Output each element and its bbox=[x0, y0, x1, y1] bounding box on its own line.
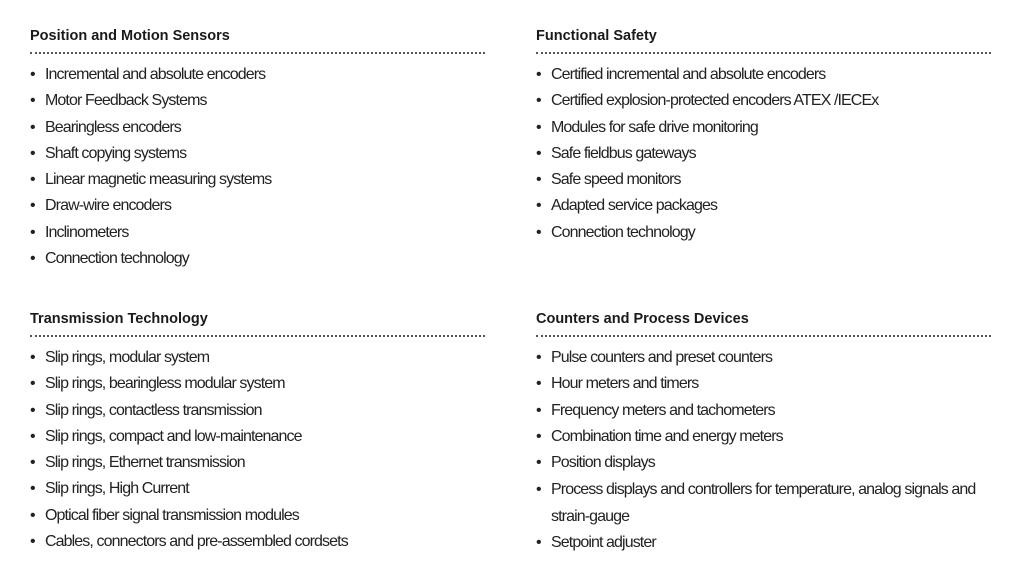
list-item-label: Slip rings, modular system bbox=[45, 349, 210, 366]
bullet-icon: • bbox=[30, 427, 36, 445]
bullet-icon: • bbox=[30, 223, 36, 241]
section-title: Position and Motion Sensors bbox=[30, 28, 230, 44]
bullet-icon: • bbox=[536, 118, 542, 136]
list-item-label: Setpoint adjuster bbox=[551, 534, 656, 552]
list-item bbox=[30, 167, 490, 193]
item-list bbox=[536, 62, 996, 246]
list-item bbox=[30, 62, 490, 88]
list-item-label: Slip rings, compact and low-maintenance bbox=[45, 427, 302, 445]
list-item bbox=[30, 193, 490, 219]
list-item-label: Slip rings, contactless transmission bbox=[45, 401, 262, 419]
list-item-label: Bearingless encoders bbox=[45, 118, 181, 136]
list-item-label: Certified explosion-protected encoders ATEX /IECEx bbox=[551, 92, 879, 110]
list-item-label: Cables, connectors and pre-assembled cordsets bbox=[45, 533, 348, 551]
bullet-icon: • bbox=[30, 533, 36, 551]
list-item-label: Shaft copying systems bbox=[45, 144, 187, 162]
list-item-label: Slip rings, Ethernet transmission bbox=[45, 454, 245, 472]
list-item bbox=[536, 371, 996, 397]
section-counters-process-devices bbox=[536, 309, 996, 557]
bullet-icon: • bbox=[30, 454, 36, 472]
list-item bbox=[536, 476, 981, 530]
list-item-label: Optical fiber signal transmission modules bbox=[45, 506, 299, 524]
bullet-icon: • bbox=[30, 144, 36, 162]
list-item bbox=[30, 476, 490, 502]
list-item bbox=[536, 220, 996, 246]
list-item-label: Position displays bbox=[551, 454, 655, 472]
list-item bbox=[30, 424, 490, 450]
list-item-label: Pulse counters and preset counters bbox=[551, 349, 773, 366]
list-item bbox=[536, 450, 996, 476]
list-item-label: Adapted service packages bbox=[551, 197, 718, 215]
section-title: Counters and Process Devices bbox=[536, 311, 749, 327]
list-item-label: Slip rings, bearingless modular system bbox=[45, 375, 285, 393]
list-item bbox=[536, 424, 996, 450]
bullet-icon: • bbox=[536, 171, 542, 189]
item-list bbox=[30, 345, 490, 555]
dotted-divider bbox=[536, 335, 991, 337]
list-item-label: Connection technology bbox=[45, 250, 189, 268]
list-item-label: Hour meters and timers bbox=[551, 375, 699, 393]
bullet-icon: • bbox=[30, 250, 36, 268]
bullet-icon: • bbox=[30, 197, 36, 215]
list-item bbox=[536, 88, 996, 114]
list-item-label: Combination time and energy meters bbox=[551, 427, 783, 445]
section-position-motion-sensors bbox=[30, 26, 490, 272]
list-item bbox=[30, 371, 490, 397]
section-transmission-technology bbox=[30, 309, 490, 555]
list-item-label: Certified incremental and absolute encoders bbox=[551, 66, 826, 83]
bullet-icon: • bbox=[30, 506, 36, 524]
list-item-label: Safe speed monitors bbox=[551, 171, 681, 189]
list-item bbox=[30, 220, 490, 246]
list-item bbox=[536, 167, 996, 193]
bullet-icon: • bbox=[536, 144, 542, 162]
list-item-label: Slip rings, High Current bbox=[45, 480, 189, 498]
bullet-icon: • bbox=[30, 66, 36, 83]
bullet-icon: • bbox=[536, 401, 542, 419]
list-item bbox=[30, 529, 490, 555]
list-item bbox=[536, 345, 996, 371]
list-item bbox=[30, 141, 490, 167]
bullet-icon: • bbox=[30, 401, 36, 419]
list-item-label: Motor Feedback Systems bbox=[45, 92, 207, 110]
list-item bbox=[30, 345, 490, 371]
bullet-icon: • bbox=[536, 223, 542, 241]
bullet-icon: • bbox=[536, 481, 542, 499]
item-list bbox=[30, 62, 490, 272]
bullet-icon: • bbox=[30, 171, 36, 189]
list-item-label: Incremental and absolute encoders bbox=[45, 66, 266, 83]
bullet-icon: • bbox=[536, 534, 542, 552]
bullet-icon: • bbox=[536, 349, 542, 366]
dotted-divider bbox=[536, 52, 991, 54]
bullet-icon: • bbox=[536, 197, 542, 215]
bullet-icon: • bbox=[536, 454, 542, 472]
dotted-divider bbox=[30, 52, 485, 54]
list-item-label: Connection technology bbox=[551, 223, 695, 241]
list-item bbox=[536, 62, 996, 88]
list-item-label: Linear magnetic measuring systems bbox=[45, 171, 272, 189]
list-item bbox=[536, 398, 996, 424]
section-title: Transmission Technology bbox=[30, 311, 208, 327]
list-item-label: Frequency meters and tachometers bbox=[551, 401, 775, 419]
bullet-icon: • bbox=[30, 349, 36, 366]
section-functional-safety bbox=[536, 26, 996, 246]
list-item bbox=[536, 141, 996, 167]
list-item bbox=[30, 115, 490, 141]
list-item bbox=[30, 450, 490, 476]
bullet-icon: • bbox=[536, 66, 542, 83]
list-item-label: Modules for safe drive monitoring bbox=[551, 118, 758, 136]
bullet-icon: • bbox=[30, 480, 36, 498]
list-item bbox=[30, 398, 490, 424]
list-item-label: Draw-wire encoders bbox=[45, 197, 172, 215]
list-item bbox=[536, 115, 996, 141]
item-list bbox=[536, 345, 996, 557]
list-item bbox=[536, 530, 996, 556]
list-item-label: Process displays and controllers for temperature, analog signals and strain-gauge bbox=[551, 481, 976, 526]
list-item bbox=[536, 193, 996, 219]
bullet-icon: • bbox=[536, 375, 542, 393]
list-item bbox=[30, 246, 490, 272]
list-item bbox=[30, 503, 490, 529]
bullet-icon: • bbox=[30, 118, 36, 136]
dotted-divider bbox=[30, 335, 485, 337]
list-item bbox=[30, 88, 490, 114]
list-item-label: Inclinometers bbox=[45, 223, 129, 241]
section-title: Functional Safety bbox=[536, 28, 657, 44]
bullet-icon: • bbox=[30, 92, 36, 110]
bullet-icon: • bbox=[30, 375, 36, 393]
list-item-label: Safe fieldbus gateways bbox=[551, 144, 696, 162]
bullet-icon: • bbox=[536, 92, 542, 110]
bullet-icon: • bbox=[536, 427, 542, 445]
